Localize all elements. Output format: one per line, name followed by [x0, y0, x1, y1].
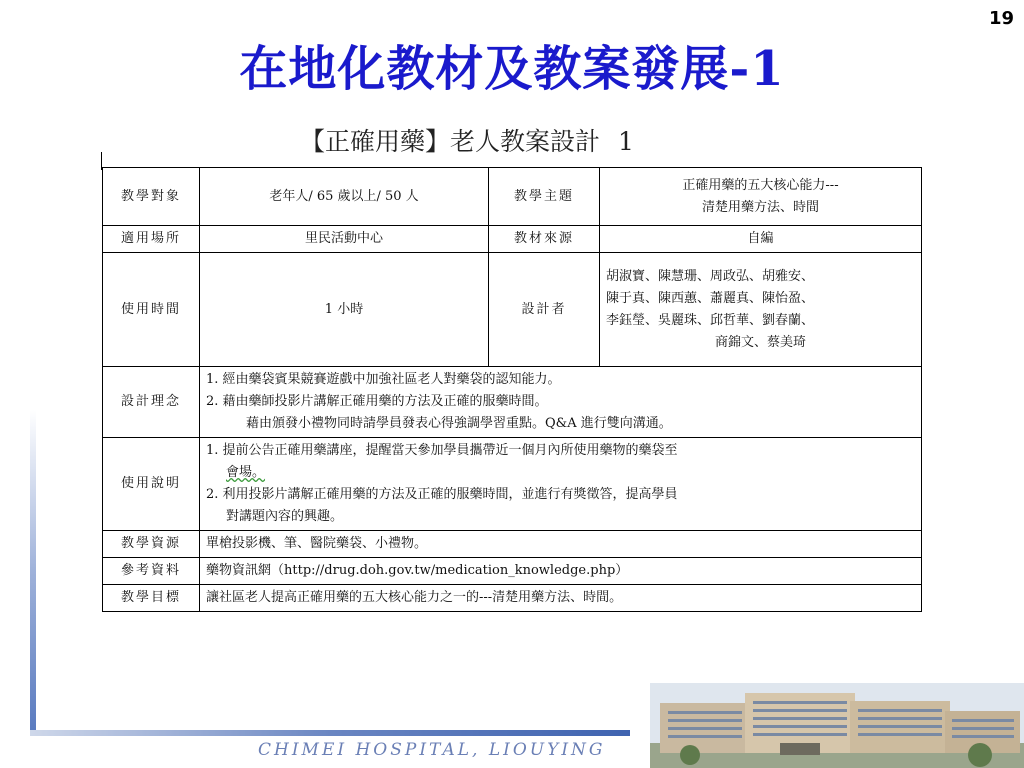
- lesson-plan-subtitle: [300, 122, 634, 158]
- hospital-building-image: [650, 683, 1024, 768]
- label-references: 參考資料: [103, 558, 200, 585]
- designers-line-2: 陳于真、陳西蕙、蕭麗真、陳怡盈、: [606, 290, 815, 306]
- value-teaching-goal: 讓社區老人提高正確用藥的五大核心能力之一的---清楚用藥方法、時間。: [200, 585, 922, 612]
- value-venue: 里民活動中心: [200, 226, 489, 253]
- lesson-plan-table: [102, 167, 922, 612]
- usage-line-3: 2. 利用投影片講解正確用藥的方法及正確的服藥時間，並進行有獎徵答，提高學員: [206, 487, 678, 502]
- value-duration: 1 小時: [200, 253, 489, 367]
- label-target-audience: 教學對象: [103, 168, 200, 226]
- table-row: [103, 168, 922, 226]
- page-number: 19: [988, 8, 1014, 29]
- label-duration: 使用時間: [103, 253, 200, 367]
- concept-line-1: 1. 經由藥袋賓果競賽遊戲中加強社區老人對藥袋的認知能力。: [206, 372, 561, 387]
- label-venue: 適用場所: [103, 226, 200, 253]
- table-row: [103, 253, 922, 367]
- subtitle-text: 【正確用藥】老人教案設計: [300, 127, 601, 156]
- value-designers: [600, 253, 922, 367]
- concept-line-2: 2. 藉由藥師投影片講解正確用藥的方法及正確的服藥時間。: [206, 394, 548, 409]
- decorative-footer-bar: [30, 730, 630, 736]
- topic-line-1: 正確用藥的五大核心能力---: [682, 177, 839, 193]
- value-target-audience: 老年人/ 65 歲以上/ 50 人: [200, 168, 489, 226]
- label-design-concept: 設計理念: [103, 367, 200, 438]
- footer-hospital-name: CHIMEI HOSPITAL, LIOUYING: [258, 740, 606, 760]
- table-row: [103, 438, 922, 531]
- value-usage-notes: [200, 438, 922, 531]
- designers-line-4: 商錦文、蔡美琦: [714, 334, 806, 350]
- label-teaching-resources: 教學資源: [103, 531, 200, 558]
- label-usage-notes: 使用說明: [103, 438, 200, 531]
- table-row: [103, 226, 922, 253]
- label-teaching-topic: 教學主題: [489, 168, 600, 226]
- table-row: [103, 585, 922, 612]
- label-teaching-goal: 教學目標: [103, 585, 200, 612]
- subtitle-number: 1: [618, 127, 634, 156]
- slide-title: 在地化教材及教案發展-1: [239, 41, 785, 97]
- value-material-source: 自編: [600, 226, 922, 253]
- usage-line-2: 會場。: [226, 465, 266, 480]
- value-teaching-topic: [600, 168, 922, 226]
- value-design-concept: [200, 367, 922, 438]
- label-designer: 設計者: [489, 253, 600, 367]
- designers-line-3: 李鈺瑩、吳麗珠、邱哲華、劉春蘭、: [606, 312, 815, 328]
- usage-line-1: 1. 提前公告正確用藥講座，提醒當天參加學員攜帶近一個月內所使用藥物的藥袋至: [206, 443, 678, 458]
- topic-line-2: 清楚用藥方法、時間: [701, 199, 819, 215]
- value-teaching-resources: 單槍投影機、筆、醫院藥袋、小禮物。: [200, 531, 922, 558]
- value-references: 藥物資訊網（http://drug.doh.gov.tw/medication_knowledge.php）: [200, 558, 922, 585]
- table-row: [103, 367, 922, 438]
- table-row: [103, 558, 922, 585]
- label-material-source: 教材來源: [489, 226, 600, 253]
- usage-line-4: 對講題內容的興趣。: [226, 509, 344, 524]
- decorative-side-bar: [30, 410, 36, 730]
- designers-line-1: 胡淑寶、陳慧珊、周政弘、胡雅安、: [606, 268, 815, 284]
- concept-line-3: 藉由頒發小禮物同時請學員發表心得強調學習重點。Q&A 進行雙向溝通。: [246, 416, 672, 431]
- table-row: [103, 531, 922, 558]
